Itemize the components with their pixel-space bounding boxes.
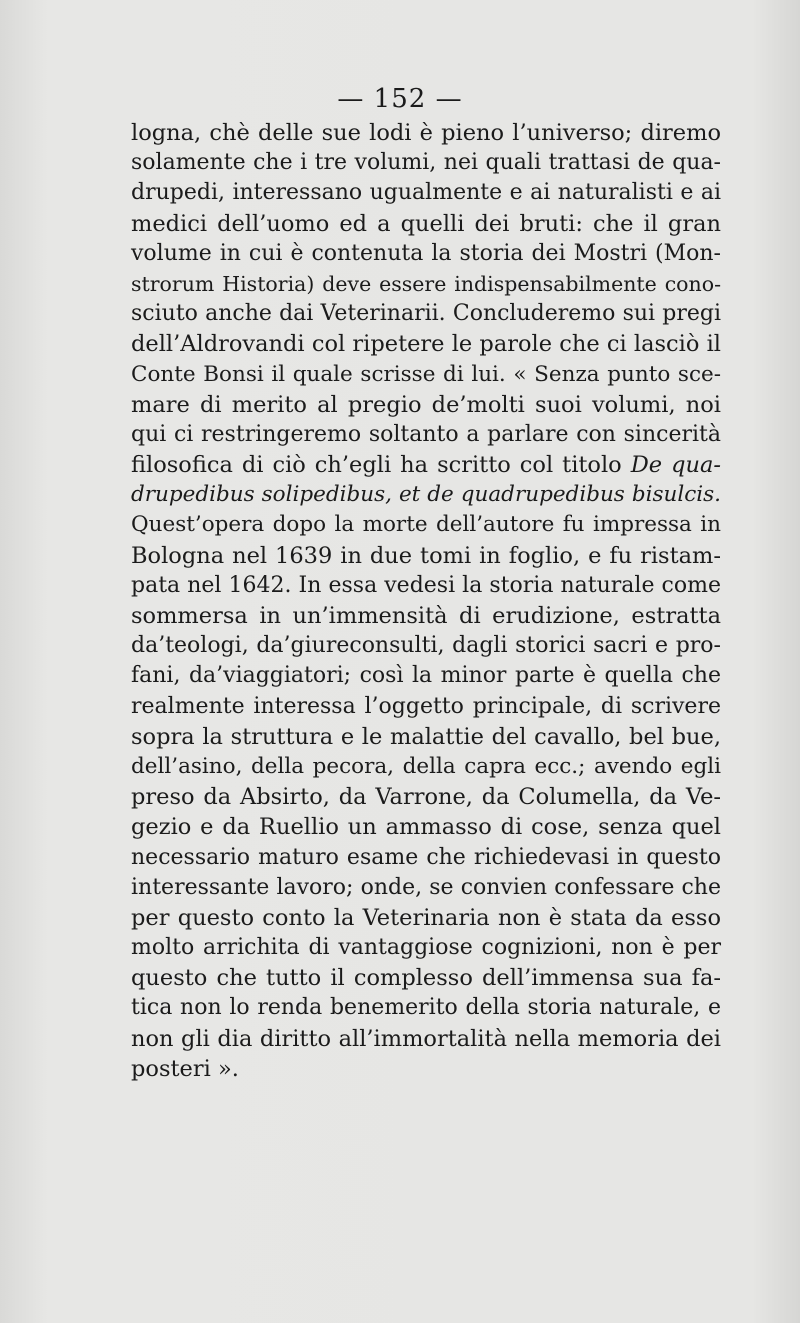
text-line: Bologna nel 1639 in due tomi in foglio, e fu ristam- <box>131 542 721 569</box>
text-line: drupedi, interessano ugualmente e ai naturalisti e ai <box>131 180 721 206</box>
text-line: sopra la struttura e le malattie del cavallo, bel bue, <box>131 723 721 750</box>
text-line: sciuto anche dai Veterinarii. Concluderemo sui pregi <box>131 301 721 327</box>
text-line: medici dell’uomo ed a quelli dei bruti: che il gran <box>131 210 721 237</box>
text-line: non gli dia diritto all’immortalità nella memoria dei <box>131 1025 721 1052</box>
text-line: per questo conto la Veterinaria non è stata da esso <box>131 904 721 931</box>
text-line <box>131 480 721 510</box>
text-line: da’teologi, da’giureconsulti, dagli storici sacri e pro- <box>131 633 721 659</box>
text-line: dell’Aldrovandi col ripetere le parole che ci lasciò il <box>131 331 721 358</box>
text-line: questo che tutto il complesso dell’immensa sua fa- <box>131 965 721 992</box>
italic-title: De qua- <box>630 452 721 479</box>
text-line: sommersa in un’immensità di erudizione, estratta <box>131 603 721 629</box>
text-line: necessario maturo esame che richiedevasi in questo <box>131 844 721 870</box>
text-line: interessante lavoro; onde, se convien confessare che <box>131 874 721 900</box>
text-line: volume in cui è contenuta la storia dei Mostri (Mon- <box>131 240 721 266</box>
page-number: — 152 — <box>337 84 463 114</box>
body-text <box>131 118 721 1084</box>
text-line: tica non lo renda benemerito della storia naturale, e <box>131 995 721 1021</box>
italic-title: drupedibus solipedibus, et de quadrupedibus bisulcis. <box>131 482 721 508</box>
text-line: posteri ». <box>131 1055 239 1082</box>
text-line: solamente che i tre volumi, nei quali trattasi de qua- <box>131 150 721 176</box>
text-line: Quest’opera dopo la morte dell’autore fu impressa in <box>131 512 721 538</box>
text-line: preso da Absirto, da Varrone, da Columella, da Ve- <box>131 784 721 811</box>
text-line: dell’asino, della pecora, della capra ecc.; avendo egli <box>131 753 721 779</box>
text-line: mare di merito al pregio de’molti suoi volumi, noi <box>131 391 721 418</box>
text-line: logna, chè delle sue lodi è pieno l’universo; diremo <box>131 120 721 146</box>
text-line: Conte Bonsi il quale scrisse di lui. « Senza punto sce- <box>131 361 721 387</box>
text-line: molto arrichita di vantaggiose cognizioni, non è per <box>131 935 721 961</box>
text-line: strorum Historia) deve essere indispensabilmente cono- <box>131 271 721 296</box>
text-line: gezio e da Ruellio un ammasso di cose, senza quel <box>131 814 721 841</box>
text-line: fani, da’viaggiatori; così la minor parte è quella che <box>131 663 721 689</box>
text-line: realmente interessa l’oggetto principale, di scrivere <box>131 693 721 719</box>
text-line: filosofica di ciò ch’egli ha scritto col titolo De qua- <box>131 452 721 479</box>
text-line: qui ci restringeremo soltanto a parlare con sincerità <box>131 421 721 447</box>
text-line: pata nel 1642. In essa vedesi la storia naturale come <box>131 572 721 598</box>
